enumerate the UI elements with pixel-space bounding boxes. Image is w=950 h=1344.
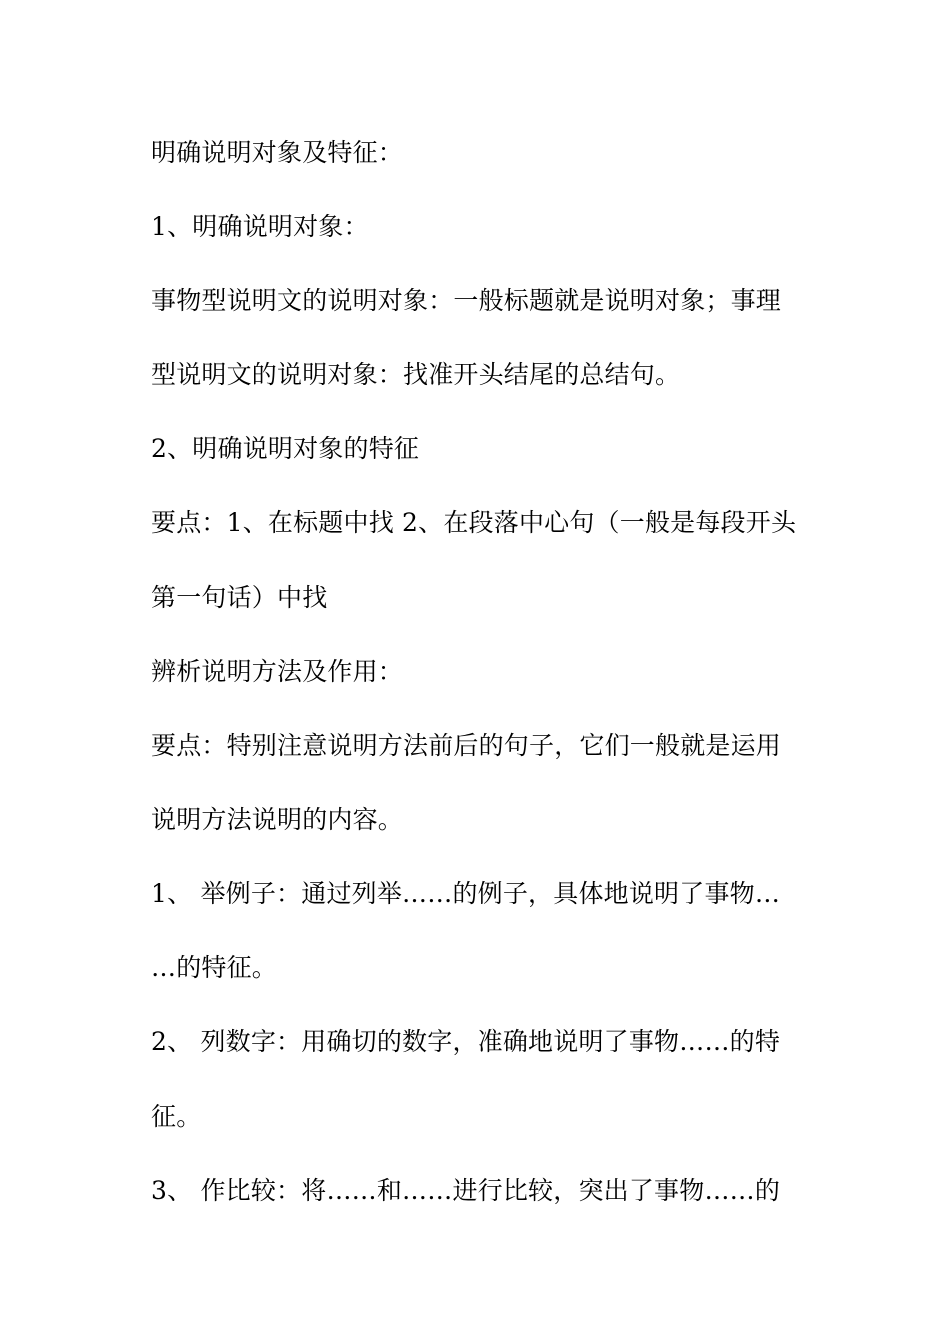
list-item-line: 3、 作比较：将……和……进行比较，突出了事物……的 xyxy=(151,1176,781,1205)
paragraph-line: 要点：1、在标题中找 2、在段落中心句（一般是每段开头 xyxy=(151,508,797,537)
paragraph-line: 说明方法说明的内容。 xyxy=(151,805,404,834)
paragraph-line: 事物型说明文的说明对象：一般标题就是说明对象；事理 xyxy=(151,286,782,315)
list-item-line: …的特征。 xyxy=(151,953,278,982)
heading-methods: 辨析说明方法及作用： xyxy=(151,657,404,686)
subheading-object-features: 2、明确说明对象的特征 xyxy=(151,434,420,463)
paragraph-line: 型说明文的说明对象：找准开头结尾的总结句。 xyxy=(151,360,681,389)
list-item-line: 征。 xyxy=(151,1102,202,1131)
paragraph-line: 第一句话）中找 xyxy=(151,583,328,612)
heading-object-features: 明确说明对象及特征： xyxy=(151,138,404,167)
list-item-line: 1、 举例子：通过列举……的例子，具体地说明了事物… xyxy=(151,879,781,908)
subheading-identify-object: 1、明确说明对象： xyxy=(151,212,369,241)
paragraph-line: 要点：特别注意说明方法前后的句子，它们一般就是运用 xyxy=(151,731,782,760)
list-item-line: 2、 列数字：用确切的数字，准确地说明了事物……的特 xyxy=(151,1027,781,1056)
